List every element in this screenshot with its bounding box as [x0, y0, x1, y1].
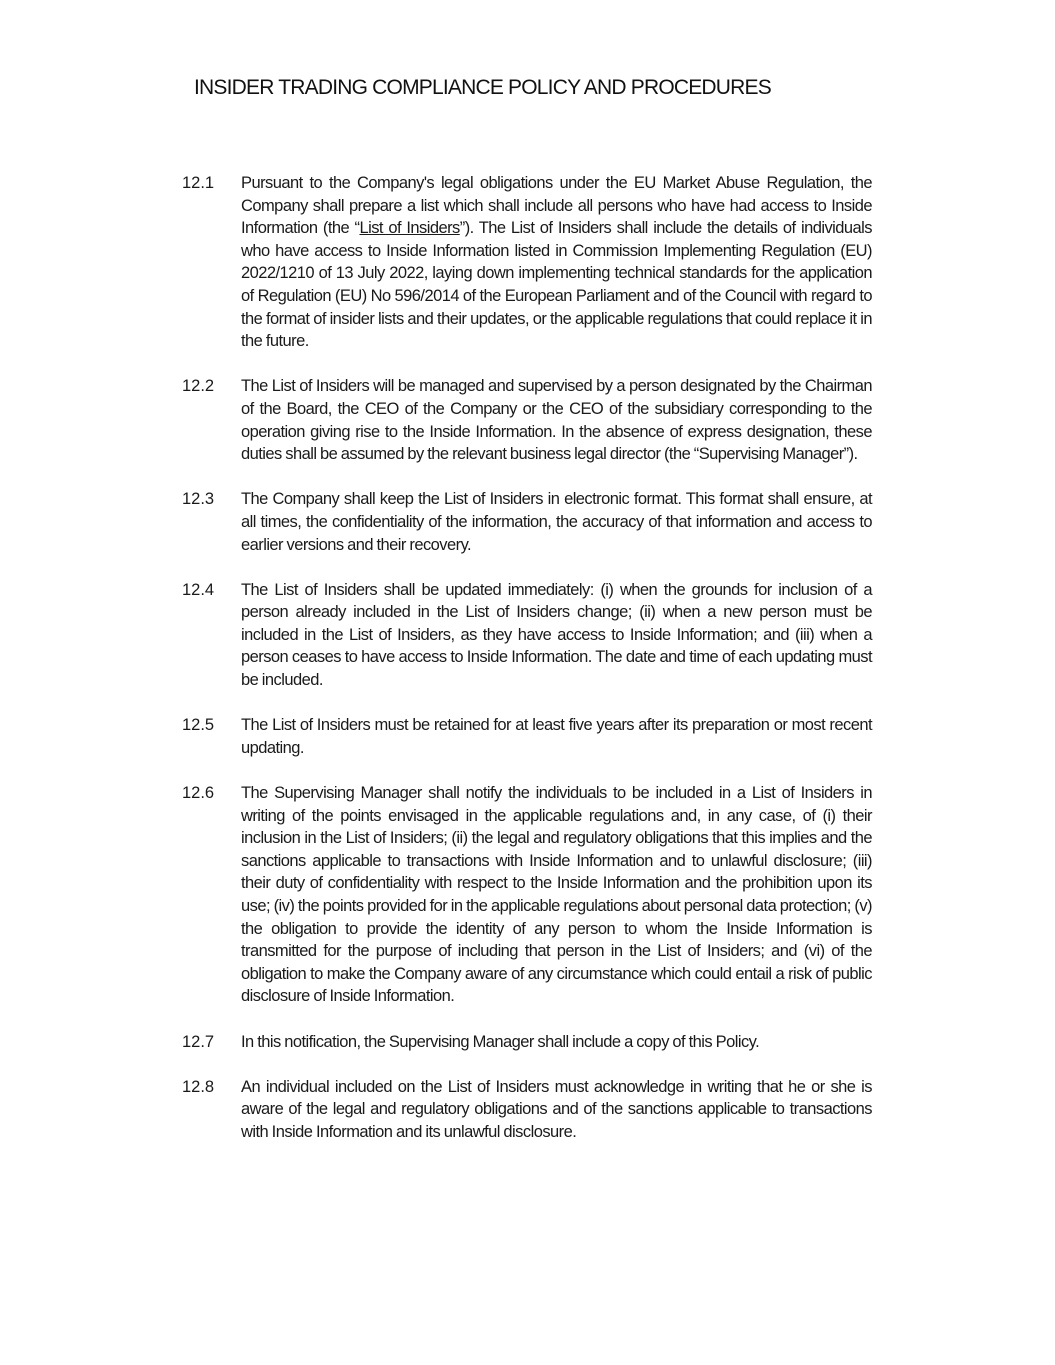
clause-12-3 [182, 488, 872, 556]
clause-12-8 [182, 1076, 872, 1144]
clause-12-6 [182, 782, 872, 1008]
clause-number: 12.1 [182, 174, 215, 192]
clause-number: 12.5 [182, 716, 215, 735]
clause-number: 12.7 [182, 1032, 215, 1051]
clause-text [241, 172, 872, 353]
clause-12-4 [182, 579, 872, 692]
clause-text: An individual included on the List of Insiders must acknowledge in writing that he or she is aware of the legal and regulatory obligations and of the sanctions applicable to transactions with Inside Information and its unlawful disclosure. [241, 1077, 872, 1141]
page-header-title: INSIDER TRADING COMPLIANCE POLICY AND PROCEDURES [194, 76, 771, 99]
clause-number: 12.2 [182, 377, 215, 396]
clause-12-7 [182, 1031, 872, 1054]
clause-number: 12.3 [182, 490, 215, 509]
clause-number: 12.4 [182, 580, 215, 599]
clause-text: In this notification, the Supervising Manager shall include a copy of this Policy. [241, 1032, 760, 1051]
clause-text: The Company shall keep the List of Insiders in electronic format. This format shall ensure, at all times, the confidentiality of the information, the accuracy of that information and access to earlier versions and their recovery. [241, 490, 872, 554]
clause-text: The Supervising Manager shall notify the individuals to be included in a List of Insiders in writing of the points envisaged in the applicable regulations and, in any case, of (i) their inclusion in the List of Insiders; (ii) the legal and regulatory obligations that this implies and the sanctions applicable to transactions with Inside Information and to unlawful disclosure; (iii) their duty of confidentiality with respect to the Inside Information and the prohibition upon its use; (iv) the points provided for in the applicable regulations about personal data protection; (v) the obligation to provide the identity of any person to whom the Inside Information is transmitted for the purpose of including that person in the List of Insiders; and (vi) of the obligation to make the Company aware of any circumstance which could entail a risk of public disclosure of Inside Information. [241, 784, 872, 1006]
clause-12-5 [182, 714, 872, 759]
clause-text: The List of Insiders shall be updated immediately: (i) when the grounds for inclusion of a person already included in the List of Insiders change; (ii) when a new person must be included in the List of Insiders, as they have access to Inside Information; and (iii) when a person ceases to have access to Inside Information. The date and time of each updating must be included. [241, 580, 872, 690]
clause-12-2 [182, 375, 872, 465]
clause-12-1 [182, 172, 872, 353]
clause-list [182, 172, 872, 1166]
clause-text-after-term: ”). The List of Insiders shall include the details of individuals who have access to Inside Information listed in Commission Implementing Regulation (EU) 2022/1210 of 13 July 2022, laying down implementing technical standards for the application of Regulation (EU) No 596/2014 of the European Parliament and of the Council with regard to the format of insider lists and their updates, or the applicable regulations that could replace it in the future. [241, 219, 872, 351]
clause-text: The List of Insiders must be retained for at least five years after its preparation or most recent updating. [241, 716, 872, 757]
clause-number: 12.8 [182, 1077, 215, 1096]
clause-text: The List of Insiders will be managed and supervised by a person designated by the Chairman of the Board, the CEO of the Company or the CEO of the subsidiary corresponding to the operation giving rise to the Inside Information. In the absence of express designation, these duties shall be assumed by the relevant business legal director (the “Supervising Manager”). [241, 377, 872, 464]
clause-number: 12.6 [182, 784, 215, 803]
clause-text-before-term: Pursuant to the Company's legal obligations under the EU Market Abuse Regulation, the Company shall prepare a list which shall include all persons who have had access to Inside Information (the “ [241, 174, 872, 238]
defined-term-list-of-insiders: List of Insiders [359, 219, 460, 238]
